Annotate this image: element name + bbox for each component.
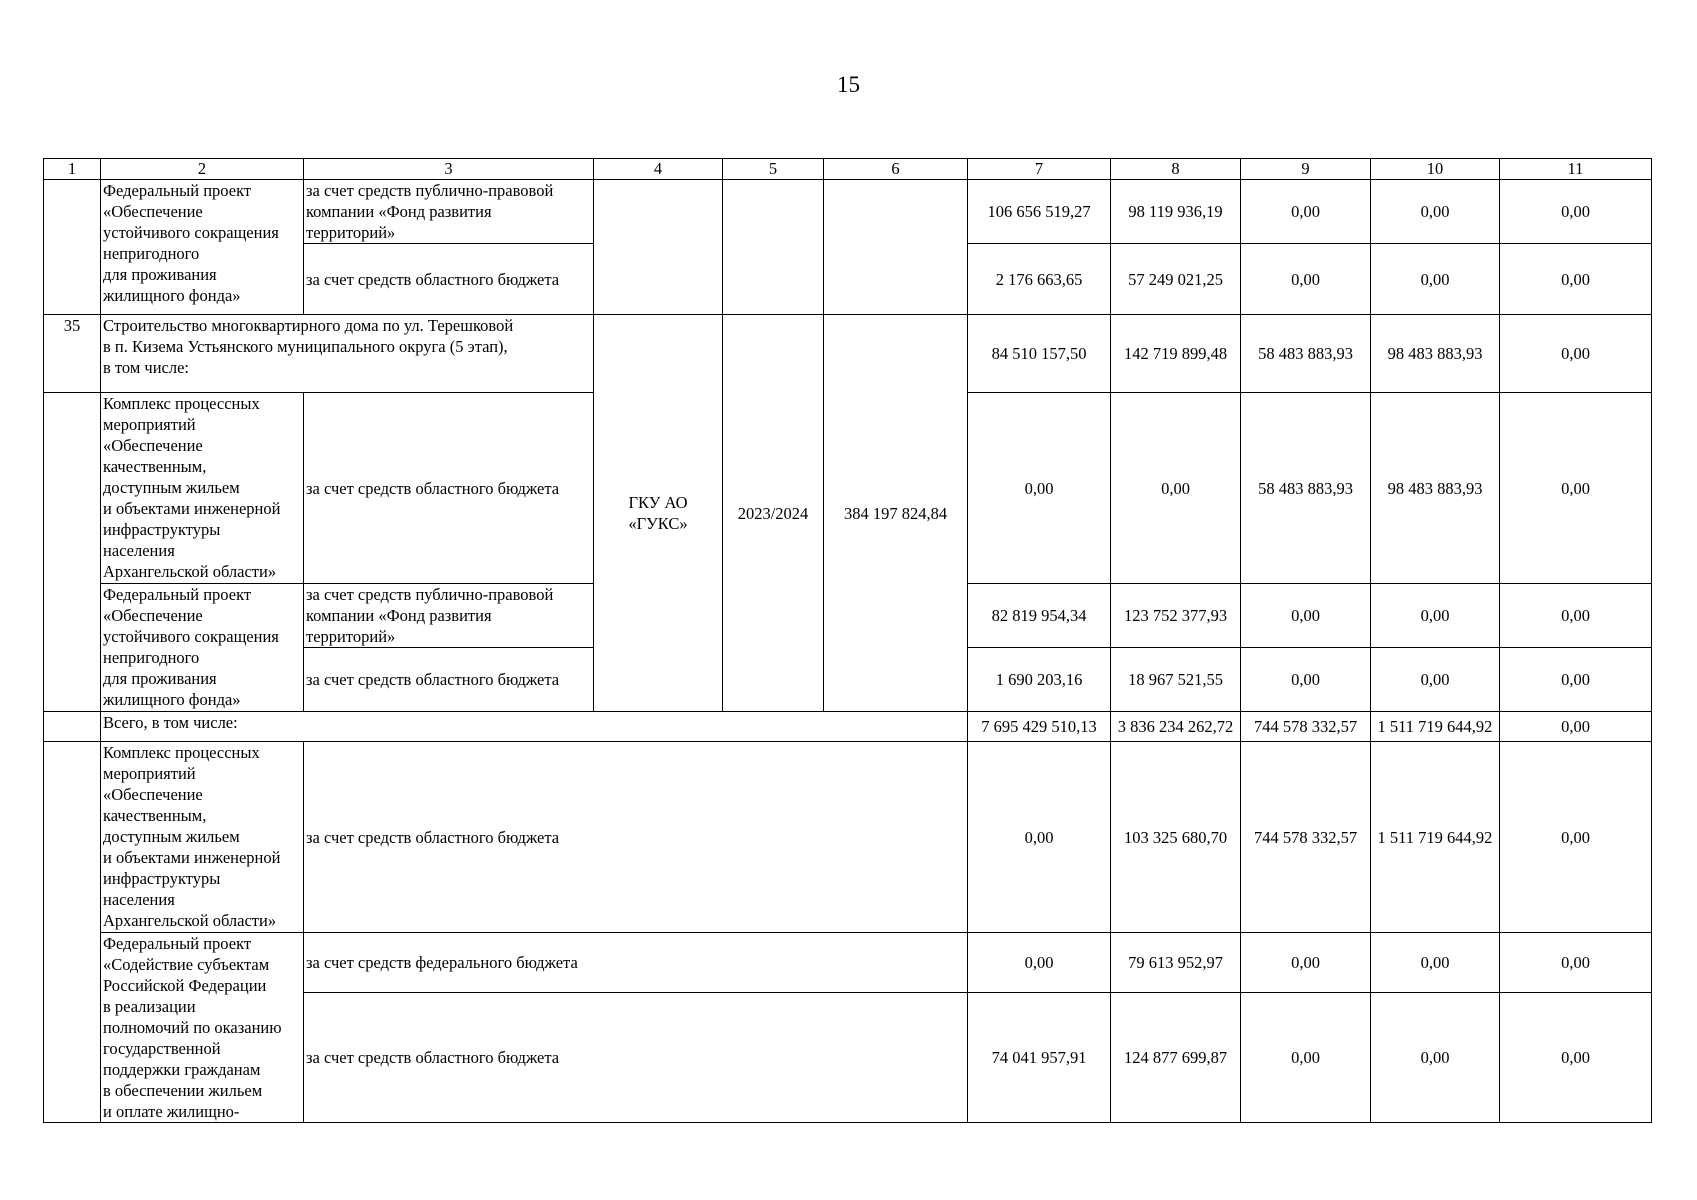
value-col7: 74 041 957,91 — [968, 993, 1111, 1123]
period-cell: 2023/2024 — [723, 315, 824, 712]
value-col7: 0,00 — [968, 742, 1111, 933]
row-number-cell: 35 — [44, 315, 101, 393]
row-number-cell — [44, 742, 101, 1123]
federal-project-name: Федеральный проект «Содействие субъектам Российской Федерации в реализации полномочий по оказанию государственной поддержки гражданам в обеспечении жильем и оплате жилищно- — [101, 933, 304, 1123]
table-row — [44, 742, 1652, 933]
object-title: Строительство многоквартирного дома по ул. Терешковой в п. Кизема Устьянского муниципального округа (5 этап), в том числе: — [101, 315, 594, 393]
funding-source: за счет средств областного бюджета — [304, 648, 594, 712]
value-col11: 0,00 — [1500, 180, 1652, 244]
value-col11: 0,00 — [1500, 584, 1652, 648]
value-col7: 2 176 663,65 — [968, 244, 1111, 315]
federal-project-name: Федеральный проект «Обеспечение устойчивого сокращения непригодного для проживания жилищного фонда» — [101, 584, 304, 712]
value-col8: 142 719 899,48 — [1111, 315, 1241, 393]
value-col11: 0,00 — [1500, 648, 1652, 712]
value-col11: 0,00 — [1500, 742, 1652, 933]
table-row — [44, 933, 1652, 993]
value-col11: 0,00 — [1500, 244, 1652, 315]
column-number: 7 — [968, 159, 1111, 180]
value-col9: 0,00 — [1241, 648, 1371, 712]
value-col10: 0,00 — [1371, 180, 1500, 244]
process-complex-name: Комплекс процессных мероприятий «Обеспечение качественным, доступным жильем и объектами инженерной инфраструктуры населения Архангельской области» — [101, 742, 304, 933]
value-col9: 58 483 883,93 — [1241, 393, 1371, 584]
column-number: 1 — [44, 159, 101, 180]
value-col7: 0,00 — [968, 393, 1111, 584]
value-col9: 744 578 332,57 — [1241, 742, 1371, 933]
value-col10: 0,00 — [1371, 584, 1500, 648]
funding-source: за счет средств областного бюджета — [304, 244, 594, 315]
value-col10: 98 483 883,93 — [1371, 315, 1500, 393]
column-number: 5 — [723, 159, 824, 180]
budget-table — [43, 158, 1652, 1123]
customer-cell — [594, 180, 723, 315]
value-col7: 1 690 203,16 — [968, 648, 1111, 712]
value-col8: 0,00 — [1111, 393, 1241, 584]
value-col7: 0,00 — [968, 933, 1111, 993]
value-col8: 124 877 699,87 — [1111, 993, 1241, 1123]
funding-source: за счет средств публично-правовой компании «Фонд развития территорий» — [304, 180, 594, 244]
value-col8: 98 119 936,19 — [1111, 180, 1241, 244]
value-col8: 103 325 680,70 — [1111, 742, 1241, 933]
value-col11: 0,00 — [1500, 933, 1652, 993]
column-number: 11 — [1500, 159, 1652, 180]
value-col9: 0,00 — [1241, 180, 1371, 244]
column-number: 3 — [304, 159, 594, 180]
value-col11: 0,00 — [1500, 993, 1652, 1123]
value-col11: 0,00 — [1500, 712, 1652, 742]
column-number-row — [44, 159, 1652, 180]
row-number-cell — [44, 393, 101, 712]
value-col9: 0,00 — [1241, 584, 1371, 648]
value-col8: 79 613 952,97 — [1111, 933, 1241, 993]
funding-source: за счет средств областного бюджета — [304, 742, 968, 933]
page-number: 15 — [837, 72, 860, 97]
value-col8: 3 836 234 262,72 — [1111, 712, 1241, 742]
row-number-cell — [44, 180, 101, 315]
period-cell — [723, 180, 824, 315]
table-row — [44, 315, 1652, 393]
value-col8: 57 249 021,25 — [1111, 244, 1241, 315]
value-col9: 0,00 — [1241, 244, 1371, 315]
value-col10: 0,00 — [1371, 244, 1500, 315]
column-number: 8 — [1111, 159, 1241, 180]
value-col7: 82 819 954,34 — [968, 584, 1111, 648]
value-col9: 0,00 — [1241, 993, 1371, 1123]
column-number: 2 — [101, 159, 304, 180]
value-col8: 123 752 377,93 — [1111, 584, 1241, 648]
value-col10: 0,00 — [1371, 933, 1500, 993]
column-number: 10 — [1371, 159, 1500, 180]
value-col10: 1 511 719 644,92 — [1371, 742, 1500, 933]
value-col10: 1 511 719 644,92 — [1371, 712, 1500, 742]
funding-source: за счет средств областного бюджета — [304, 993, 968, 1123]
value-col10: 98 483 883,93 — [1371, 393, 1500, 584]
funding-source: за счет средств публично-правовой компании «Фонд развития территорий» — [304, 584, 594, 648]
funding-source: за счет средств федерального бюджета — [304, 933, 968, 993]
federal-project-name: Федеральный проект «Обеспечение устойчивого сокращения непригодного для проживания жилищного фонда» — [101, 180, 304, 315]
total-row — [44, 712, 1652, 742]
value-col8: 18 967 521,55 — [1111, 648, 1241, 712]
table-row — [44, 180, 1652, 244]
value-col10: 0,00 — [1371, 648, 1500, 712]
value-col9: 0,00 — [1241, 933, 1371, 993]
row-number-cell — [44, 712, 101, 742]
column-number: 6 — [824, 159, 968, 180]
total-label: Всего, в том числе: — [101, 712, 968, 742]
column-number: 4 — [594, 159, 723, 180]
value-col11: 0,00 — [1500, 315, 1652, 393]
cost-cell: 384 197 824,84 — [824, 315, 968, 712]
funding-source: за счет средств областного бюджета — [304, 393, 594, 584]
value-col10: 0,00 — [1371, 993, 1500, 1123]
value-col7: 106 656 519,27 — [968, 180, 1111, 244]
value-col7: 7 695 429 510,13 — [968, 712, 1111, 742]
value-col9: 744 578 332,57 — [1241, 712, 1371, 742]
value-col11: 0,00 — [1500, 393, 1652, 584]
value-col7: 84 510 157,50 — [968, 315, 1111, 393]
process-complex-name: Комплекс процессных мероприятий «Обеспечение качественным, доступным жильем и объектами инженерной инфраструктуры населения Архангельской области» — [101, 393, 304, 584]
customer-cell: ГКУ АО «ГУКС» — [594, 315, 723, 712]
column-number: 9 — [1241, 159, 1371, 180]
value-col9: 58 483 883,93 — [1241, 315, 1371, 393]
cost-cell — [824, 180, 968, 315]
